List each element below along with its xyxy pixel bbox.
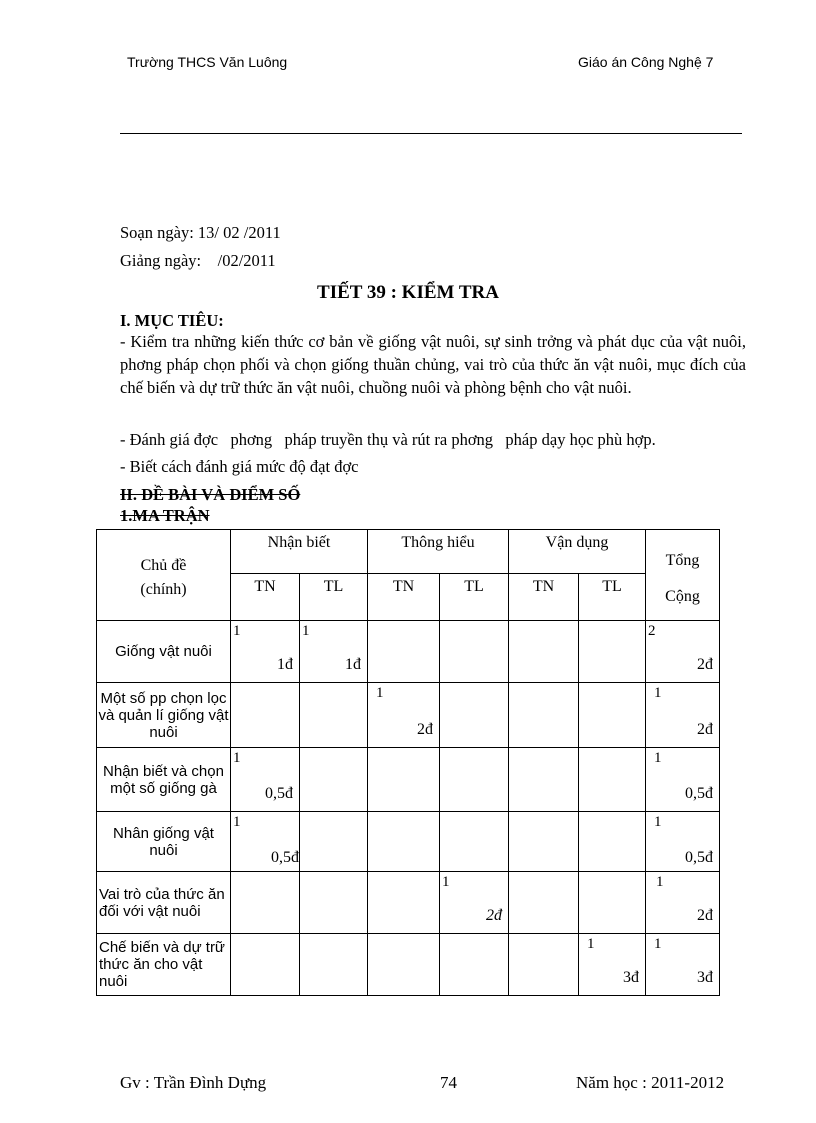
topic-header-cell bbox=[97, 530, 231, 621]
cell bbox=[231, 683, 300, 748]
row-topic: Một số pp chọn lọc và quản lí giống vật nuôi bbox=[97, 683, 231, 748]
cell bbox=[368, 812, 440, 872]
cell bbox=[300, 683, 368, 748]
row-topic: Giống vật nuôi bbox=[97, 621, 231, 683]
objective-paragraph-1: - Kiểm tra những kiến thức cơ bản về giống vật nuôi, sự sinh trởng và phát dục của vật nuôi, phơng pháp chọn phối và chọn giống thuần chủng, vai trò của thức ăn vật nuôi, mục đích của chế biến và dự trữ thức ăn vật nuôi, chuồng nuôi và phòng bệnh cho vật nuôi. bbox=[120, 332, 746, 397]
cell bbox=[509, 812, 579, 872]
table-row bbox=[97, 683, 720, 748]
cell bbox=[509, 872, 579, 934]
cell: 1 0,5đ bbox=[231, 748, 300, 812]
group-header-understand: Thông hiểu bbox=[368, 530, 509, 574]
school-name: Trường THCS Văn Luông bbox=[127, 54, 288, 70]
matrix-subheading: 1.MA TRẬN bbox=[120, 506, 210, 525]
cell: 1 1đ bbox=[300, 621, 368, 683]
cell: 1 1đ bbox=[231, 621, 300, 683]
cell: 1 0,5đ bbox=[231, 812, 300, 872]
cell bbox=[300, 748, 368, 812]
section-heading-exam: II. ĐỀ BÀI VÀ ĐIỂM SỐ bbox=[120, 485, 301, 504]
cell bbox=[440, 683, 509, 748]
row-topic: Chế biến và dự trữ thức ăn cho vật nuôi bbox=[97, 934, 231, 996]
footer-teacher: Gv : Trần Đình Dựng bbox=[120, 1073, 267, 1092]
cell bbox=[509, 683, 579, 748]
total-cell: 2 2đ bbox=[646, 621, 720, 683]
cell bbox=[509, 621, 579, 683]
table-row bbox=[97, 621, 720, 683]
cell: 1 3đ bbox=[579, 934, 646, 996]
total-header: Tổng bbox=[665, 552, 700, 569]
row-topic: Vai trò của thức ăn đối với vật nuôi bbox=[97, 872, 231, 934]
cell bbox=[231, 872, 300, 934]
cell bbox=[579, 872, 646, 934]
subcol-tn-2: TN bbox=[368, 574, 440, 621]
cell bbox=[368, 872, 440, 934]
cell bbox=[440, 621, 509, 683]
subcol-tl-3: TL bbox=[579, 574, 646, 621]
subcol-tl-1: TL bbox=[300, 574, 368, 621]
total-cell: 1 3đ bbox=[646, 934, 720, 996]
header-rule bbox=[120, 133, 742, 134]
total-cell: 1 2đ bbox=[646, 683, 720, 748]
prepared-date: Soạn ngày: 13/ 02 /2011 bbox=[120, 223, 281, 242]
subject-name: Giáo án Công Nghệ 7 bbox=[578, 54, 714, 70]
total-cell: 1 0,5đ bbox=[646, 748, 720, 812]
topic-header: Chủ đề bbox=[140, 557, 187, 574]
footer-page-number: 74 bbox=[440, 1073, 457, 1092]
subcol-tn-3: TN bbox=[509, 574, 579, 621]
cell: 1 2đ bbox=[368, 683, 440, 748]
group-header-apply: Vận dụng bbox=[509, 530, 646, 574]
footer-school-year: Năm học : 2011-2012 bbox=[576, 1073, 725, 1092]
cell bbox=[509, 748, 579, 812]
topic-header-sub: (chính) bbox=[140, 581, 187, 598]
section-heading-objectives: I. MỤC TIÊU: bbox=[120, 311, 224, 330]
taught-date: Giảng ngày: /02/2011 bbox=[120, 251, 276, 270]
cell bbox=[368, 748, 440, 812]
subcol-tl-2: TL bbox=[440, 574, 509, 621]
group-header-recognize: Nhận biết bbox=[231, 530, 368, 574]
total-cell: 1 0,5đ bbox=[646, 812, 720, 872]
cell bbox=[579, 748, 646, 812]
cell bbox=[440, 812, 509, 872]
cell bbox=[440, 934, 509, 996]
cell bbox=[368, 621, 440, 683]
cell bbox=[300, 934, 368, 996]
total-cell: 1 2đ bbox=[646, 872, 720, 934]
cell bbox=[300, 812, 368, 872]
cell bbox=[231, 934, 300, 996]
cell bbox=[440, 748, 509, 812]
row-topic: Nhận biết và chọn một số giống gà bbox=[97, 748, 231, 812]
total-header-sub: Cộng bbox=[665, 588, 700, 605]
cell bbox=[300, 872, 368, 934]
cell: 1 2đ bbox=[440, 872, 509, 934]
table-row bbox=[97, 872, 720, 934]
subcol-tn-1: TN bbox=[231, 574, 300, 621]
row-topic: Nhân giống vật nuôi bbox=[97, 812, 231, 872]
page-title: TIẾT 39 : KIỂM TRA bbox=[317, 282, 499, 303]
total-header-cell bbox=[646, 530, 720, 621]
table-row bbox=[97, 812, 720, 872]
table-row bbox=[97, 934, 720, 996]
cell bbox=[579, 812, 646, 872]
cell bbox=[368, 934, 440, 996]
table-row bbox=[97, 748, 720, 812]
cell bbox=[579, 683, 646, 748]
cell bbox=[509, 934, 579, 996]
objective-paragraph-3: - Biết cách đánh giá mức độ đạt đợc bbox=[120, 457, 359, 476]
matrix-table bbox=[96, 529, 720, 996]
objective-paragraph-2: - Đánh giá đợc phơng pháp truyền thụ và rút ra phơng pháp dạy học phù hợp. bbox=[120, 430, 656, 449]
cell bbox=[579, 621, 646, 683]
